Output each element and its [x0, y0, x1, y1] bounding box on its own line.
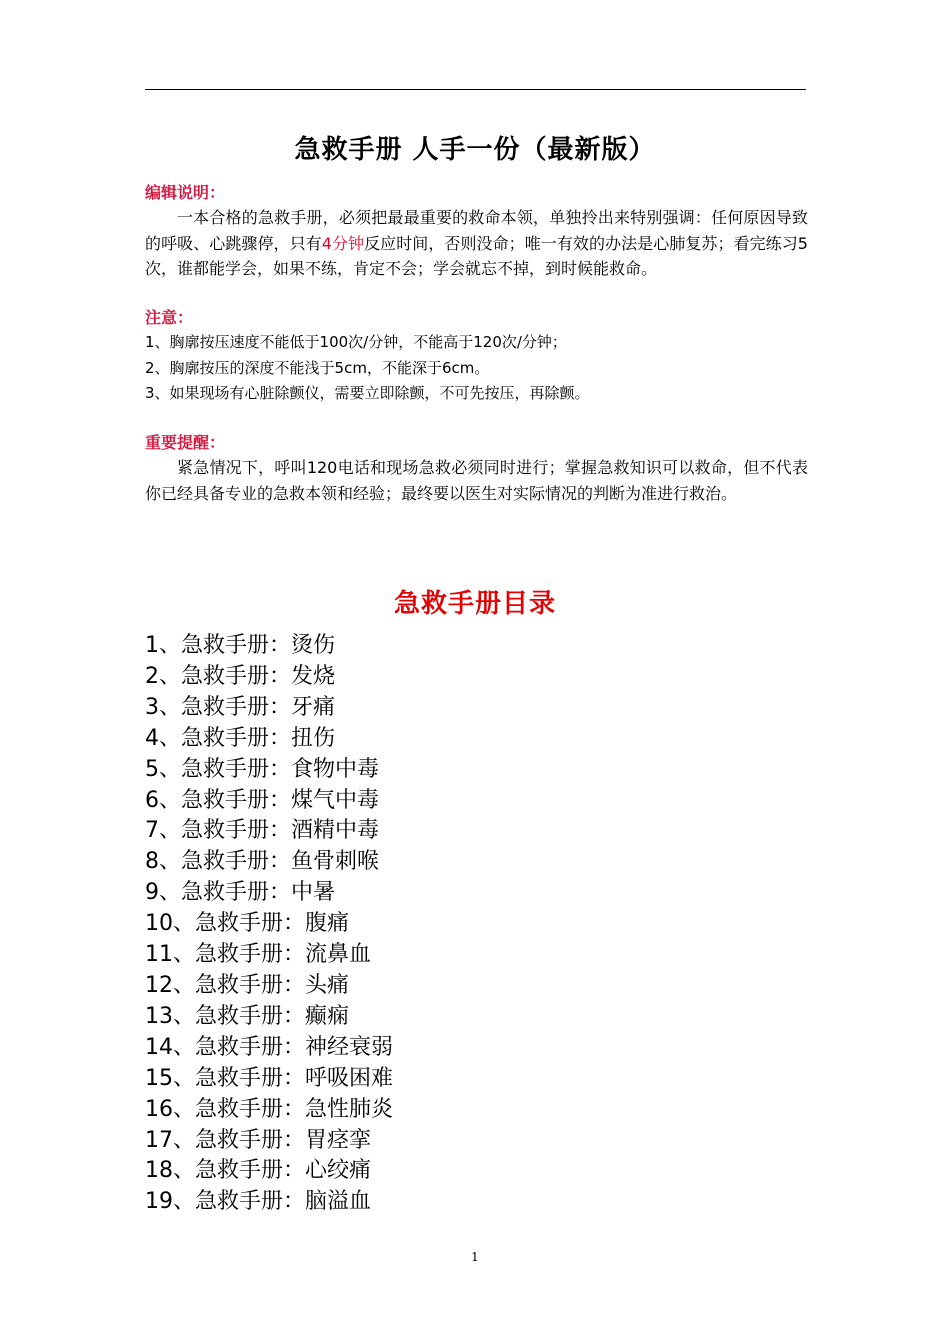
page-number: 1 — [471, 1250, 479, 1264]
toc-item[interactable]: 13、急救手册：癫痫 — [145, 1003, 349, 1029]
toc-item[interactable]: 9、急救手册：中暑 — [145, 880, 335, 906]
reminder-heading: 重要提醒： — [145, 433, 226, 452]
toc-item[interactable]: 1、急救手册：烫伤 — [145, 633, 335, 658]
attention-item: 1、胸廓按压速度不能低于100次/分钟，不能高于120次/分钟； — [145, 333, 567, 351]
attention-list — [145, 330, 808, 407]
toc-item[interactable]: 10、急救手册：腹痛 — [145, 911, 349, 937]
editor-note-text-before: 一本合格的急救手册，必须把最最重要的救命本领，单独拎出来特别强调：任何原因导致的呼吸、心跳骤停，只有 — [145, 208, 808, 253]
toc-item[interactable]: 7、急救手册：酒精中毒 — [145, 818, 379, 844]
toc-item[interactable]: 19、急救手册：脑溢血 — [145, 1189, 371, 1215]
toc-title: 急救手册目录 — [393, 589, 556, 619]
attention-item: 2、胸廓按压的深度不能浅于5cm，不能深于6cm。 — [145, 358, 490, 377]
editor-note-text-after: 反应时间，否则没命；唯一有效的办法是心肺复苏；看完练习5次，谁都能学会，如果不练，肯定不会；学会就忘不掉，到时候能救命。 — [145, 233, 808, 278]
toc-item[interactable]: 3、急救手册：牙痛 — [145, 694, 335, 720]
toc-item[interactable]: 17、急救手册：胃痉挛 — [145, 1127, 371, 1153]
reminder-paragraph: 紧急情况下，呼叫120电话和现场急救必须同时进行；掌握急救知识可以救命，但不代表你已经具备专业的急救本领和经验；最终要以医生对实际情况的判断为准进行救治。 — [145, 458, 808, 503]
toc-item[interactable]: 5、急救手册：食物中毒 — [145, 756, 379, 782]
toc-item[interactable]: 6、急救手册：煤气中毒 — [145, 787, 379, 813]
editor-note-paragraph — [145, 205, 808, 282]
header-rule — [145, 89, 806, 90]
document-title: 急救手册 人手一份（最新版） — [294, 135, 656, 165]
toc-item[interactable]: 2、急救手册：发烧 — [145, 663, 335, 689]
toc-item[interactable]: 11、急救手册：流鼻血 — [145, 942, 371, 968]
toc-item[interactable]: 4、急救手册：扭伤 — [145, 725, 335, 751]
editor-note-highlight: 4分钟 — [321, 233, 365, 253]
editor-note-heading: 编辑说明： — [145, 183, 226, 202]
attention-item: 3、如果现场有心脏除颤仪，需要立即除颤，不可先按压，再除颤。 — [145, 384, 590, 402]
toc-item[interactable]: 12、急救手册：头痛 — [145, 972, 349, 998]
attention-heading: 注意： — [145, 308, 194, 327]
toc-item[interactable]: 8、急救手册：鱼骨刺喉 — [145, 849, 379, 875]
toc-list — [145, 631, 393, 1218]
toc-item[interactable]: 16、急救手册：急性肺炎 — [145, 1096, 393, 1122]
toc-item[interactable]: 18、急救手册：心绞痛 — [145, 1158, 371, 1184]
toc-item[interactable]: 14、急救手册：神经衰弱 — [145, 1034, 393, 1060]
toc-item[interactable]: 15、急救手册：呼吸困难 — [145, 1065, 393, 1091]
